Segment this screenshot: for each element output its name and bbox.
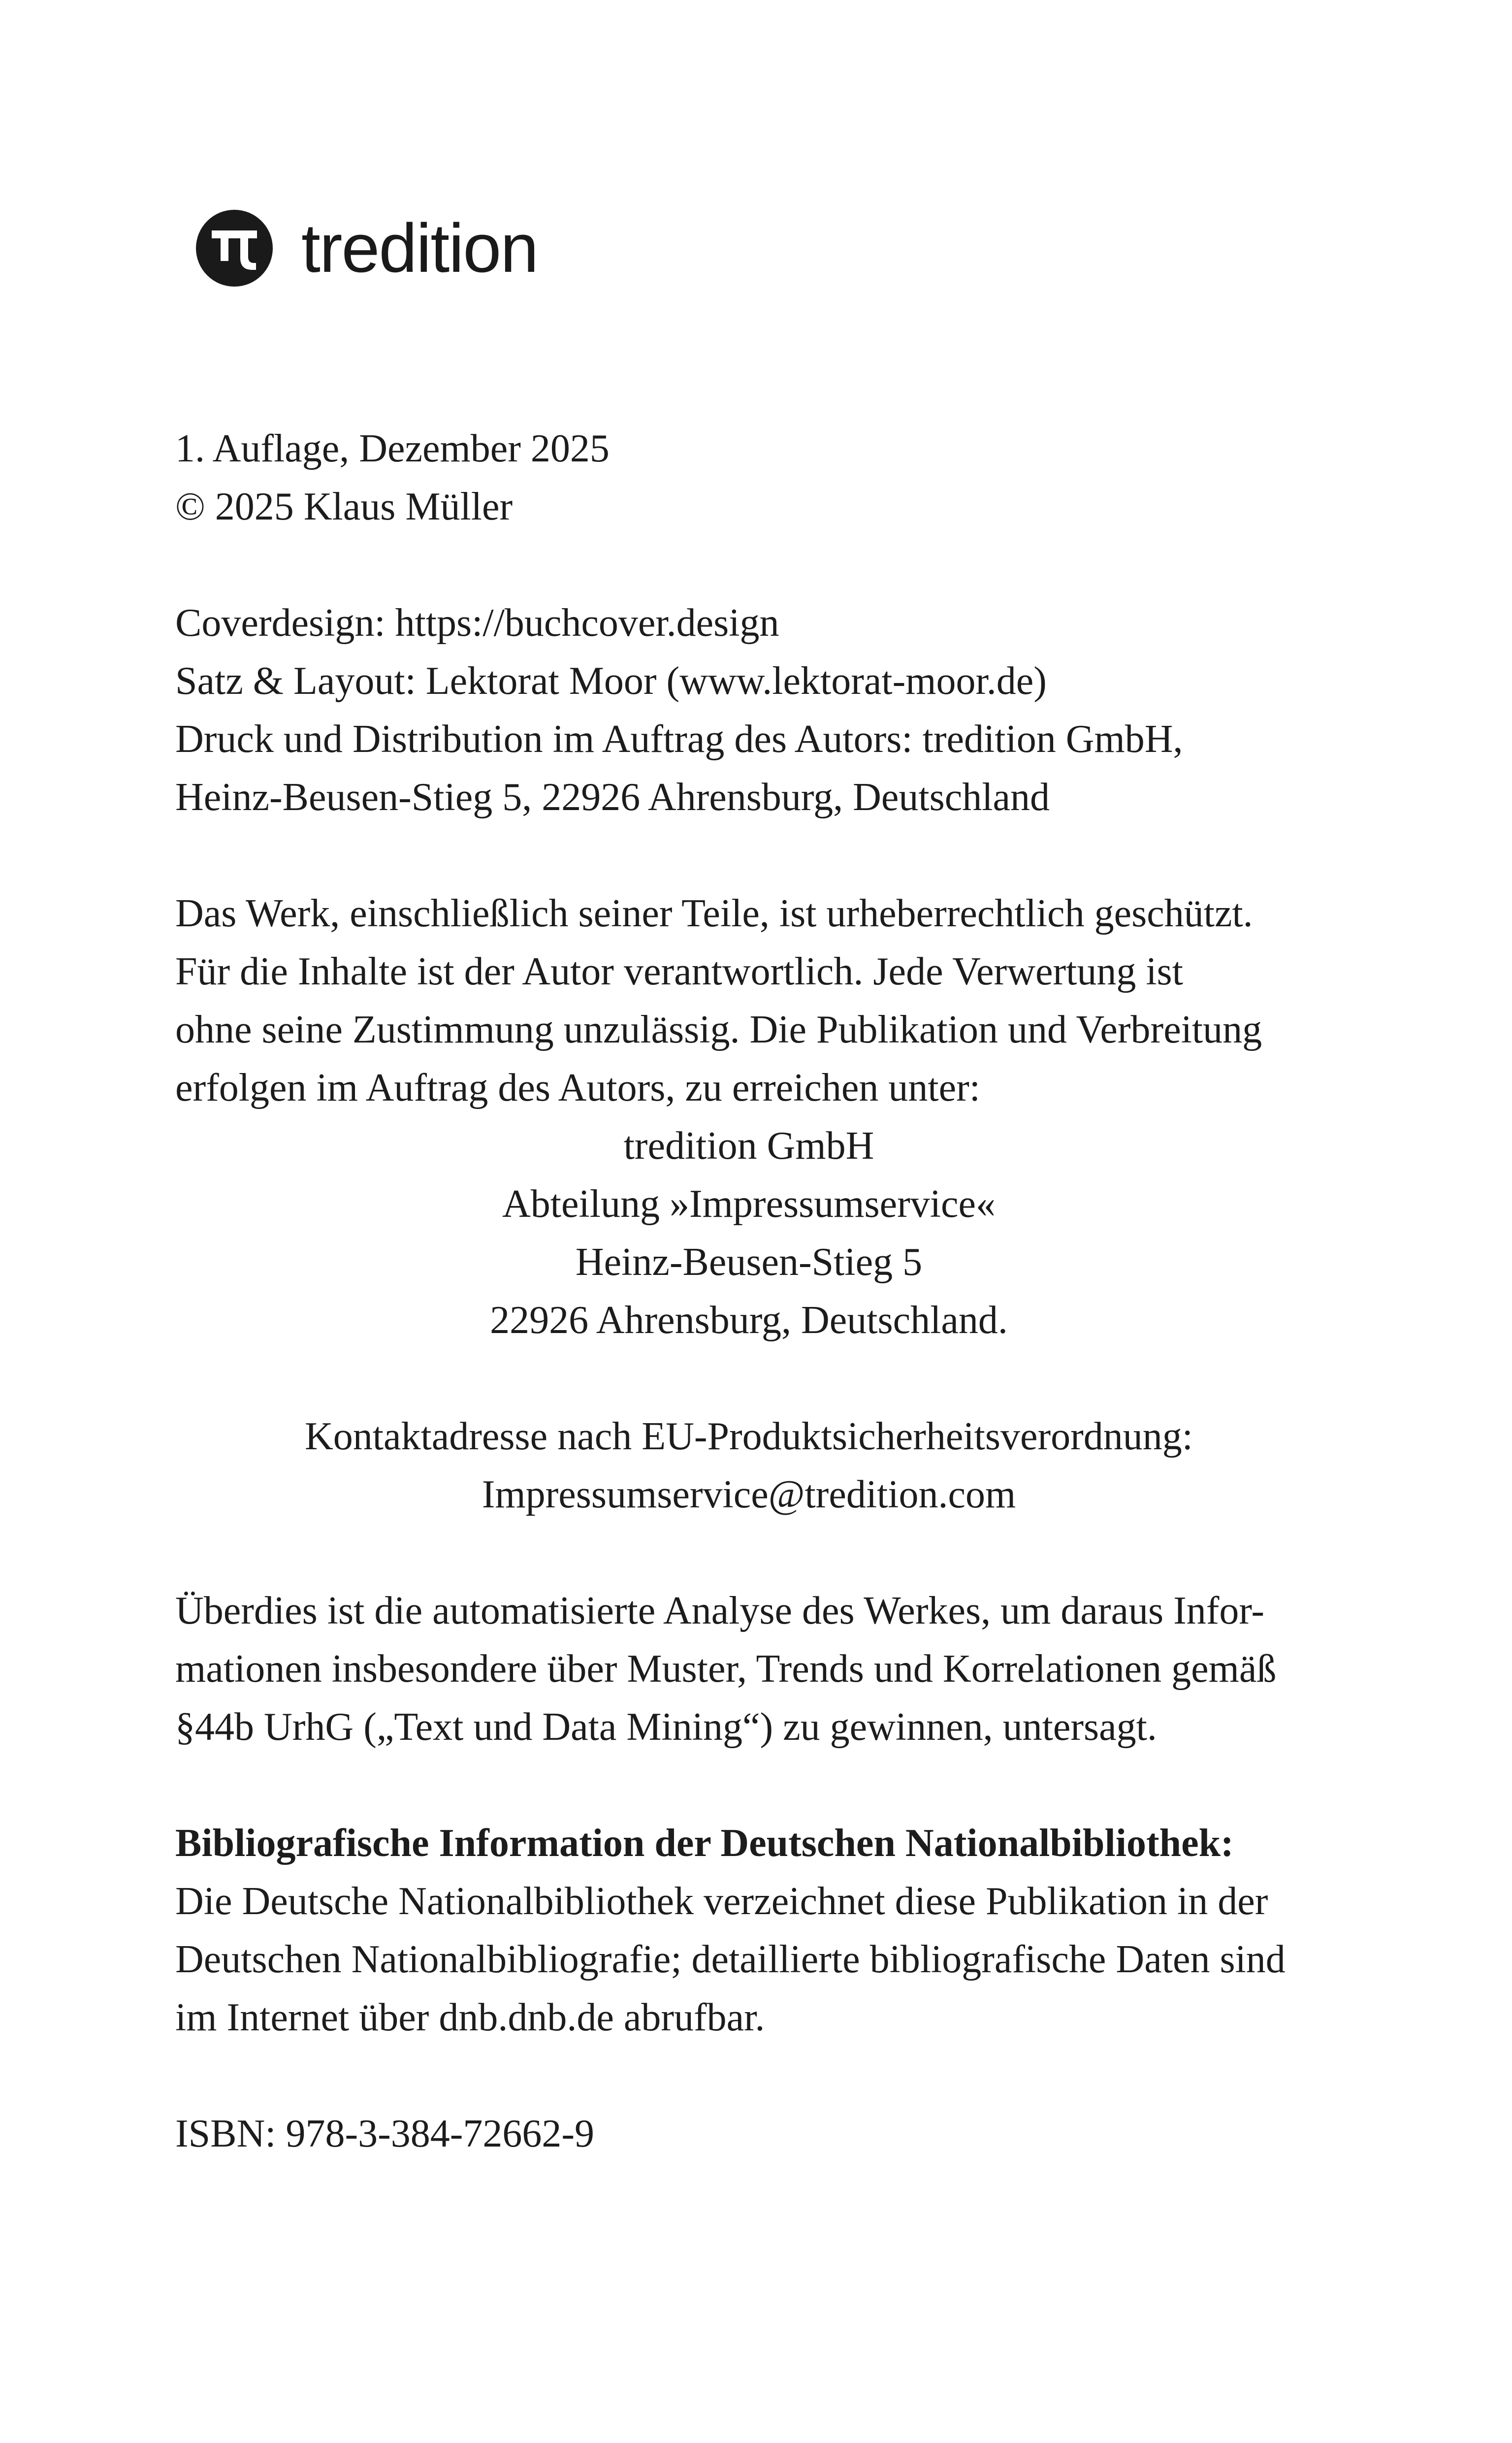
tdm-line: Überdies ist die automatisierte Analyse des Werkes, um daraus Infor- (175, 1589, 1265, 1632)
tdm-line: mationen insbesondere über Muster, Trends und Korrelationen gemäß (175, 1647, 1277, 1691)
dnb-heading: Bibliografische Information der Deutschen Nationalbibliothek: (175, 1822, 1234, 1865)
cover-design-line: Coverdesign: https://buchcover.design (175, 601, 779, 645)
edition-block (175, 420, 1322, 536)
address-company: tredition GmbH (623, 1124, 874, 1168)
credits-block (175, 594, 1322, 826)
tredition-logo-icon (195, 209, 274, 288)
isbn-block (175, 2105, 1322, 2163)
edition-line: 1. Auflage, Dezember 2025 (175, 427, 610, 470)
dnb-line: Deutschen Nationalbibliografie; detaillierte bibliografische Daten sind (175, 1938, 1286, 1981)
tdm-block (175, 1582, 1322, 1756)
contact-email: Impressumservice@tredition.com (482, 1473, 1016, 1516)
contact-heading: Kontaktadresse nach EU-Produktsicherheitsverordnung: (305, 1415, 1193, 1458)
layout-line: Satz & Layout: Lektorat Moor (www.lektorat-moor.de) (175, 659, 1047, 703)
dnb-line: Die Deutsche Nationalbibliothek verzeichnet diese Publikation in der (175, 1880, 1268, 1923)
tdm-line: §44b UrhG („Text und Data Mining“) zu gewinnen, untersagt. (175, 1705, 1157, 1749)
copyright-block (175, 884, 1322, 1349)
imprint-text (175, 420, 1322, 2163)
dnb-block (175, 1814, 1322, 2047)
dnb-line: im Internet über dnb.dnb.de abrufbar. (175, 1996, 765, 2039)
isbn: ISBN: 978-3-384-72662-9 (175, 2112, 595, 2155)
copyright-line: © 2025 Klaus Müller (175, 485, 513, 528)
copyright-text-line: ohne seine Zustimmung unzulässig. Die Publikation und Verbreitung (175, 1008, 1262, 1051)
address-department: Abteilung »Impressumservice« (502, 1182, 996, 1226)
copyright-text-line: Für die Inhalte ist der Autor verantwortlich. Jede Verwertung ist (175, 950, 1183, 993)
address-city: 22926 Ahrensburg, Deutschland. (490, 1299, 1008, 1342)
publisher-logo (195, 209, 538, 288)
address-street: Heinz-Beusen-Stieg 5 (575, 1240, 923, 1284)
copyright-text-line: erfolgen im Auftrag des Autors, zu erreichen unter: (175, 1066, 980, 1109)
distribution-line: Druck und Distribution im Auftrag des Autors: tredition GmbH, (175, 717, 1183, 761)
distribution-address-line: Heinz-Beusen-Stieg 5, 22926 Ahrensburg, Deutschland (175, 776, 1050, 819)
contact-block (175, 1407, 1322, 1524)
copyright-text-line: Das Werk, einschließlich seiner Teile, ist urheberrechtlich geschützt. (175, 892, 1253, 935)
logo-wordmark: tredition (301, 209, 538, 287)
